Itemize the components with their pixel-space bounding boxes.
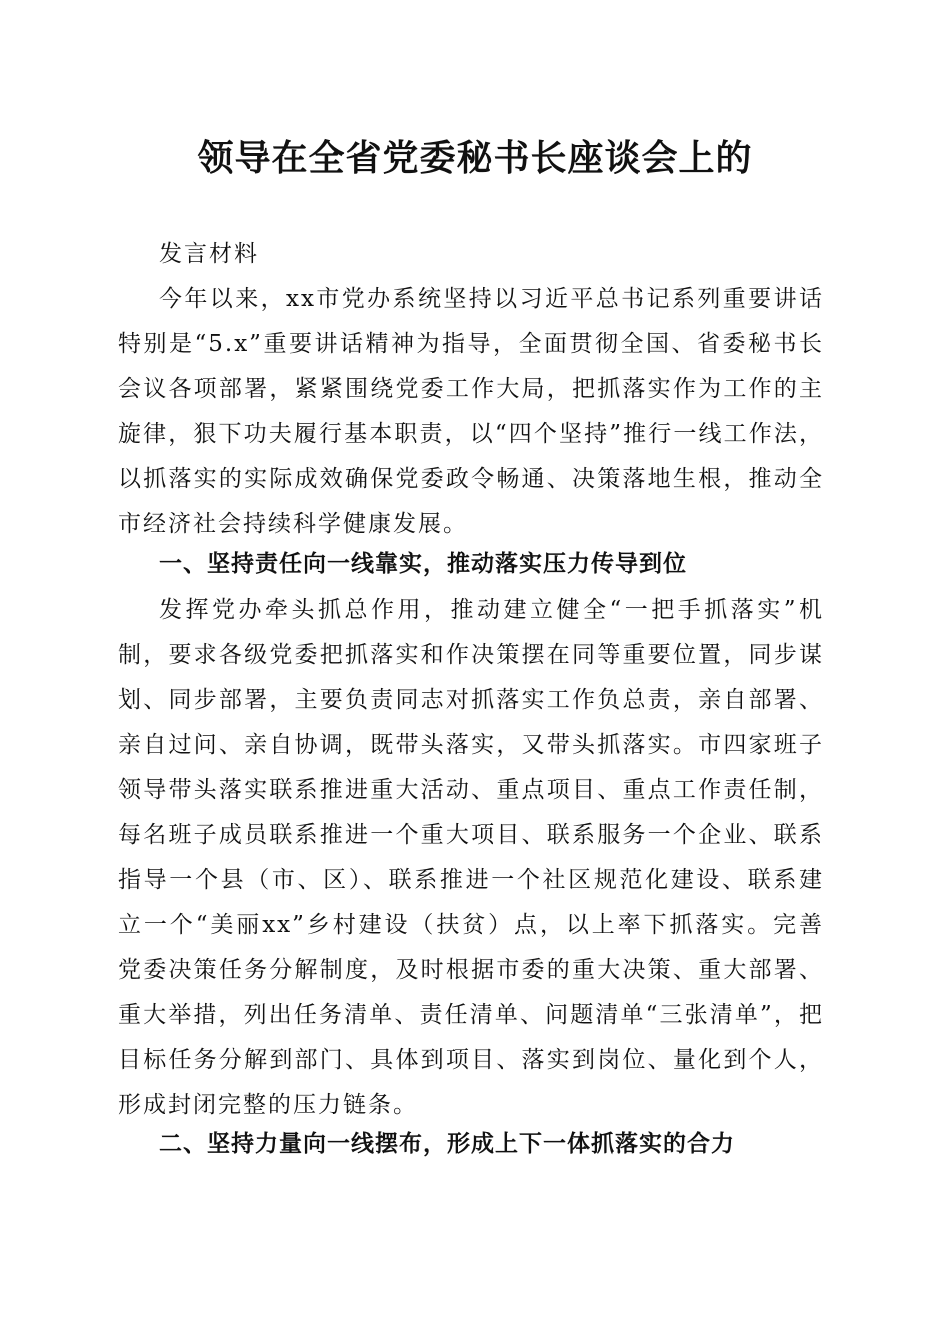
paragraph-section-1: 发挥党办牵头抓总作用，推动建立健全“一把手抓落实”机制，要求各级党委把抓落实和作决策摆在同等重要位置，同步谋划、同步部署，主要负责同志对抓落实工作负总责，亲自部署、亲自过问、亲自协调，既带头落实，又带头抓落实。市四家班子领导带头落实联系推进重大活动、重点项目、重点工作责任制，每名班子成员联系推进一个重大项目、联系服务一个企业、联系指导一个县（市、区）、联系推进一个社区规范化建设、联系建立一个“美丽xx”乡村建设（扶贫）点，以上率下抓落实。完善党委决策任务分解制度，及时根据市委的重大决策、重大部署、重大举措，列出任务清单、责任清单、问题清单“三张清单”，把目标任务分解到部门、具体到项目、落实到岗位、量化到个人，形成封闭完整的压力链条。 bbox=[118, 597, 824, 1118]
document-subtitle: 发言材料 bbox=[159, 241, 259, 267]
document-title: 领导在全省党委秘书长座谈会上的 bbox=[197, 137, 753, 179]
section-heading-2: 二、坚持力量向一线摆布，形成上下一体抓落实的合力 bbox=[159, 1131, 735, 1157]
paragraph-intro: 今年以来，xx市党办系统坚持以习近平总书记系列重要讲话特别是“5.x”重要讲话精神为指导，全面贯彻全国、省委秘书长会议各项部署，紧紧围绕党委工作大局，把抓落实作为工作的主旋律，狠下功夫履行基本职责，以“四个坚持”推行一线工作法，以抓落实的实际成效确保党委政令畅通、决策落地生根，推动全市经济社会持续科学健康发展。 bbox=[118, 286, 824, 537]
section-heading-1: 一、坚持责任向一线靠实，推动落实压力传导到位 bbox=[159, 551, 687, 577]
